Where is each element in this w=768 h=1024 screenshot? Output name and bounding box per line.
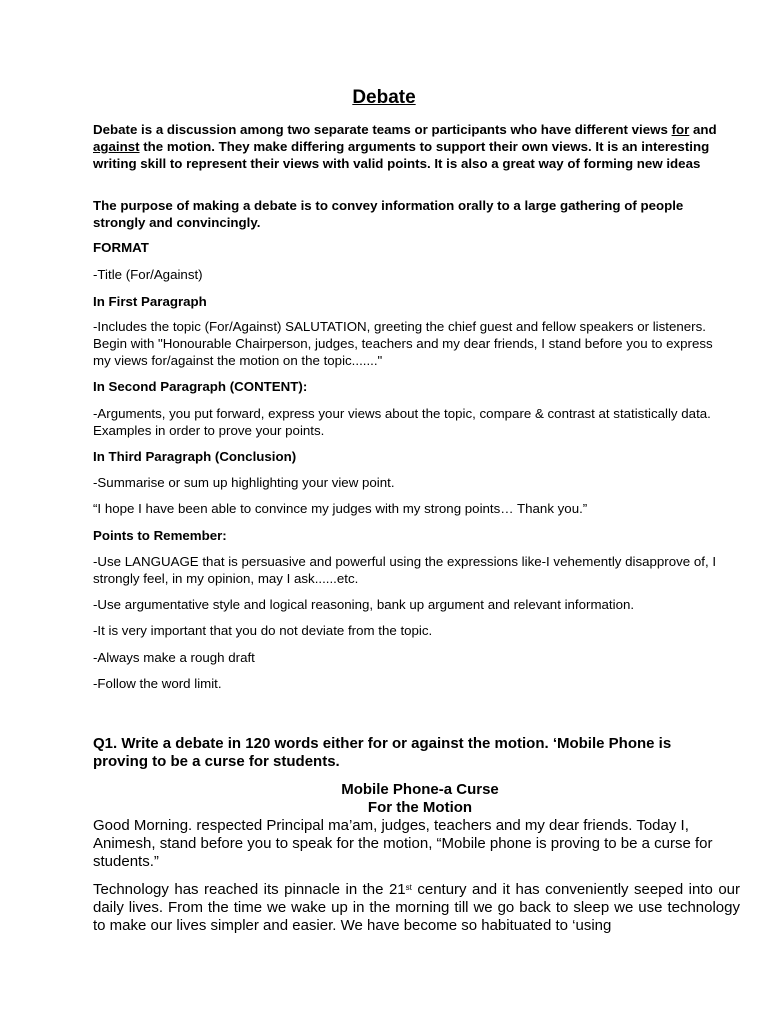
third-paragraph-text-1: -Summarise or sum up highlighting your view point. — [93, 475, 395, 490]
point-item-2: -Use argumentative style and logical reasoning, bank up argument and relevant information. — [93, 597, 635, 612]
intro-text-1: Debate is a discussion among two separate teams or participants who have different views — [93, 122, 672, 137]
question-text: Q1. Write a debate in 120 words either for or against the motion. ‘Mobile Phone is proving to be a curse for students. — [93, 735, 672, 770]
intro-for-word: for — [671, 122, 690, 137]
ordinal-suffix: st — [405, 883, 412, 892]
intro-text-2: and — [689, 122, 717, 137]
format-heading: FORMAT — [93, 240, 149, 255]
answer-paragraph-2 — [93, 881, 740, 935]
points-heading: Points to Remember: — [93, 528, 227, 543]
point-item-1: -Use LANGUAGE that is persuasive and powerful using the expressions like-I vehemently disapprove of, I strongly feel, in my opinion, may I ask......etc. — [93, 554, 717, 586]
page-title: Debate — [352, 87, 416, 108]
second-paragraph-heading: In Second Paragraph (CONTENT): — [93, 379, 308, 394]
point-item-4: -Always make a rough draft — [93, 650, 255, 665]
first-paragraph-text: -Includes the topic (For/Against) SALUTATION, greeting the chief guest and fellow speakers or listeners. Begin with "Honourable Chairperson, judges, teachers and my dear friends, I stand before you to express my views for/against the motion on the topic......." — [93, 319, 713, 368]
point-item-3: -It is very important that you do not deviate from the topic. — [93, 623, 433, 638]
format-title-line: -Title (For/Against) — [93, 267, 203, 282]
intro-text-3: the motion. They make differing arguments to support their own views. It is an interesting writing skill to represent their views with valid points. It is also a great way of forming new ideas — [93, 139, 710, 171]
third-paragraph-heading: In Third Paragraph (Conclusion) — [93, 449, 297, 464]
answer-paragraph-2-b: century and it has conveniently seeped into our daily lives. From the time we wake up in the morning till we go back to sleep we use technology to make our lives simpler and easier. We have become so habituated to ‘using — [93, 881, 741, 934]
point-item-5: -Follow the word limit. — [93, 676, 222, 691]
answer-title: Mobile Phone-a Curse — [341, 781, 499, 798]
answer-paragraph-1: Good Morning. respected Principal ma’am, judges, teachers and my dear friends. Today I, Animesh, stand before you to speak for the motion, “Mobile phone is proving to be a curse for students.” — [93, 817, 713, 870]
purpose-paragraph: The purpose of making a debate is to convey information orally to a large gathering of people strongly and convincingly. — [93, 198, 684, 230]
intro-paragraph — [93, 121, 733, 172]
intro-against-word: against — [93, 139, 140, 154]
third-paragraph-text-2: “I hope I have been able to convince my judges with my strong points… Thank you.” — [93, 501, 588, 516]
second-paragraph-text: -Arguments, you put forward, express your views about the topic, compare & contrast at statistically data. Examples in order to prove your points. — [93, 406, 711, 438]
answer-paragraph-2-a: Technology has reached its pinnacle in the 21 — [93, 881, 406, 898]
answer-subtitle: For the Motion — [367, 799, 473, 816]
first-paragraph-heading: In First Paragraph — [93, 294, 207, 309]
